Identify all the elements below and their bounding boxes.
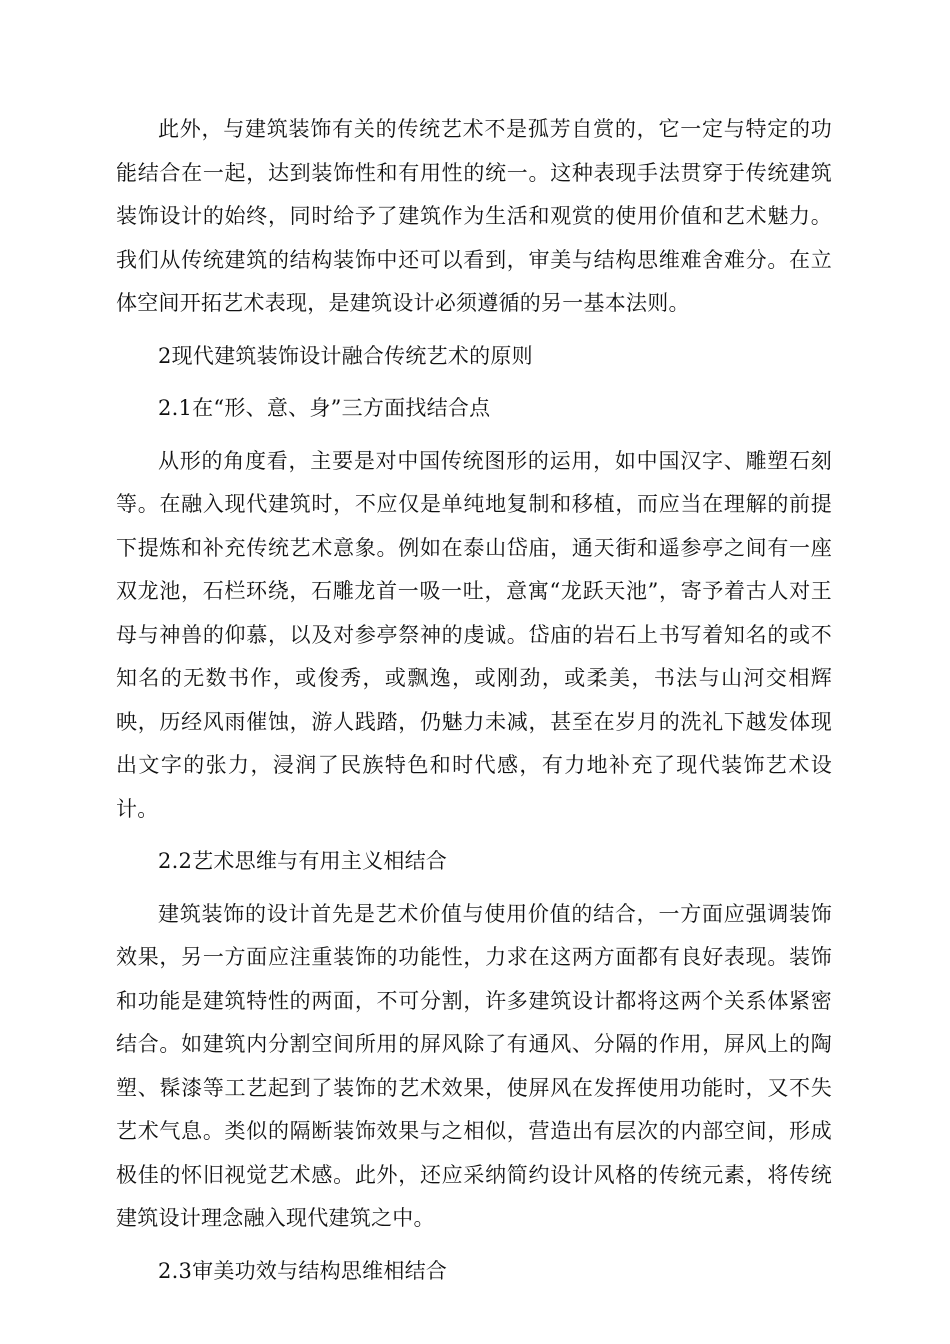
section-heading-2: 2现代建筑装饰设计融合传统艺术的原则 <box>158 343 533 368</box>
subsection-heading-2-1: 2.1在“形、意、身”三方面找结合点 <box>158 396 491 420</box>
paragraph-intro: 此外，与建筑装饰有关的传统艺术不是孤芳自赏的，它一定与特定的功能结合在一起，达到装饰性和有用性的统一。这种表现手法贯穿于传统建筑装饰设计的始终，同时给予了建筑作为生活和观赏的使用价值和艺术魅力。我们从传统建筑的结构装饰中还可以看到，审美与结构思维难舍难分。在立体空间开拓艺术表现，是建筑设计必须遵循的另一基本法则。 <box>116 117 832 315</box>
subsection-heading-2-2: 2.2艺术思维与有用主义相结合 <box>158 849 448 873</box>
paragraph-form-meaning: 从形的角度看，主要是对中国传统图形的运用，如中国汉字、雕塑石刻等。在融入现代建筑时，不应仅是单纯地复制和移植，而应当在理解的前提下提炼和补充传统艺术意象。例如在泰山岱庙，通天街和遥参亭之间有一座双龙池，石栏环绕，石雕龙首一吸一吐，意寓“龙跃天池”，寄予着古人对王母与神兽的仰慕，以及对参亭祭神的虔诚。岱庙的岩石上书写着知名的或不知名的无数书作，或俊秀，或飘逸，或刚劲，或柔美，书法与山河交相辉映，历经风雨催蚀，游人践踏，仍魅力未减，甚至在岁月的洗礼下越发体现出文字的张力，浸润了民族特色和时代感，有力地补充了现代装饰艺术设计。 <box>116 448 832 821</box>
paragraph-art-function: 建筑装饰的设计首先是艺术价值与使用价值的结合，一方面应强调装饰效果，另一方面应注重装饰的功能性，力求在这两方面都有良好表现。装饰和功能是建筑特性的两面，不可分割，许多建筑设计都将这两个关系体紧密结合。如建筑内分割空间所用的屏风除了有通风、分隔的作用，屏风上的陶塑、髹漆等工艺起到了装饰的艺术效果，使屏风在发挥使用功能时，又不失艺术气息。类似的隔断装饰效果与之相似，营造出有层次的内部空间，形成极佳的怀旧视觉艺术感。此外，还应采纳简约设计风格的传统元素，将传统建筑设计理念融入现代建筑之中。 <box>116 901 832 1230</box>
subsection-heading-2-3: 2.3审美功效与结构思维相结合 <box>158 1258 448 1283</box>
document-body <box>116 108 832 1302</box>
